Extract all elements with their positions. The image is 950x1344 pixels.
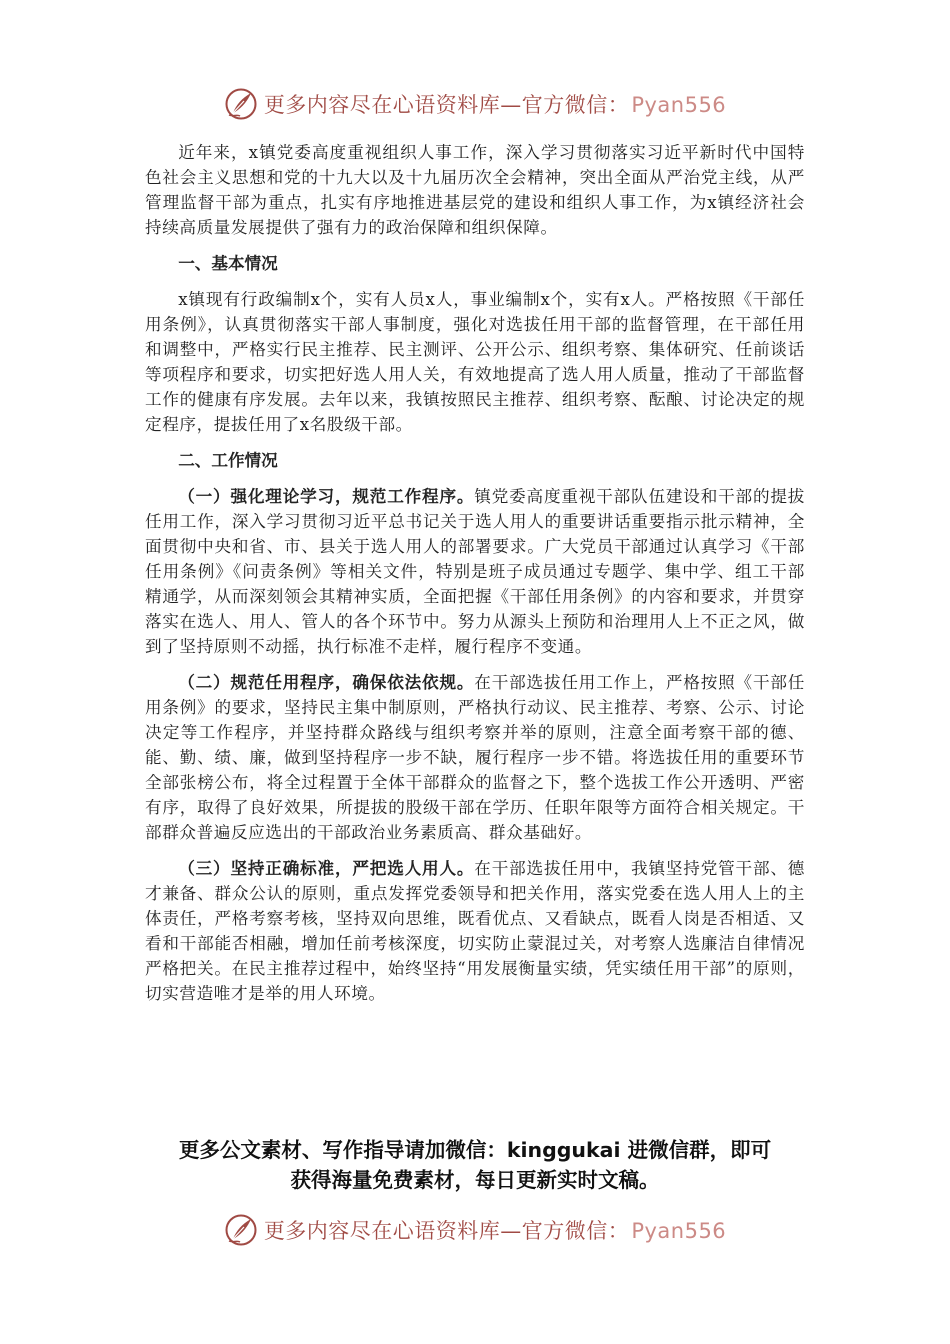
watermark-account: Pyan556 <box>631 93 727 117</box>
document-body <box>145 140 805 1006</box>
item-lead: （一）强化理论学习，规范工作程序。 <box>178 487 475 506</box>
promo-line-2: 获得海量免费素材，每日更新实时文稿。 <box>290 1168 660 1192</box>
item-lead: （二）规范任用程序，确保依法依规。 <box>178 673 475 692</box>
quill-pen-logo-icon <box>224 1213 258 1247</box>
item-lead: （三）坚持正确标准，严把选人用人。 <box>178 859 475 878</box>
promo-text <box>100 1135 850 1195</box>
work-item-paragraph <box>145 484 805 659</box>
watermark-text: 更多内容尽在心语资料库—官方微信：Pyan556 <box>263 93 727 117</box>
item-body: 在干部选拔任用工作上，严格按照《干部任用条例》的要求，坚持民主集中制原则，严格执行动议、民主推荐、考察、公示、讨论决定等工作程序，并坚持群众路线与组织考察并举的原则，注意全面考察干部的德、能、勤、绩、廉，做到坚持程序一步不缺，履行程序一步不错。将选拔任用的重要环节全部张榜公布，将全过程置于全体干部群众的监督之下，整个选拔工作公开透明、严密有序，取得了良好效果，所提拔的股级干部在学历、任职年限等方面符合相关规定。干部群众普遍反应选出的干部政治业务素质高、群众基础好。 <box>145 673 806 842</box>
promo-line-1: 更多公文素材、写作指导请加微信：kinggukai 进微信群，即可 <box>178 1138 772 1162</box>
watermark-account: Pyan556 <box>631 1219 727 1243</box>
intro-paragraph: 近年来，x镇党委高度重视组织人事工作，深入学习贯彻落实习近平新时代中国特色社会主义思想和党的十九大以及十九届历次全会精神，突出全面从严治党主线，从严管理监督干部为重点，扎实有序地推进基层党的建设和组织人事工作，为x镇经济社会持续高质量发展提供了强有力的政治保障和组织保障。 <box>145 143 805 237</box>
watermark-footer <box>0 1208 950 1252</box>
item-body: 在干部选拔任用中，我镇坚持党管干部、德才兼备、群众公认的原则，重点发挥党委领导和把关作用，落实党委在选人用人上的主体责任，严格考察考核，坚持双向思维，既看优点、又看缺点，既看人岗是否相适、又看和干部能否相融，增加任前考核深度，切实防止蒙混过关，对考察人选廉洁自律情况严格把关。在民主推荐过程中，始终坚持“用发展衡量实绩，凭实绩任用干部”的原则，切实营造唯才是举的用人环境。 <box>145 859 806 1003</box>
work-item-paragraph <box>145 670 805 845</box>
section-heading-work: 二、工作情况 <box>178 451 278 470</box>
item-body: 镇党委高度重视干部队伍建设和干部的提拔任用工作，深入学习贯彻习近平总书记关于选人用人的重要讲话重要指示批示精神，全面贯彻中央和省、市、县关于选人用人的部署要求。广大党员干部通过认真学习《干部任用条例》《问责条例》等相关文件，特别是班子成员通过专题学、集中学、组工干部精通学，从而深刻领会其精神实质，全面把握《干部任用条例》的内容和要求，并贯穿落实在选人、用人、管人的各个环节中。努力从源头上预防和治理用人上不正之风，做到了坚持原则不动摇，执行标准不走样，履行程序不变通。 <box>145 487 806 656</box>
watermark-text: 更多内容尽在心语资料库—官方微信：Pyan556 <box>263 1219 727 1243</box>
section-heading-basic: 一、基本情况 <box>178 254 278 273</box>
quill-pen-logo-icon <box>224 87 258 121</box>
watermark-header <box>0 82 950 126</box>
work-item-paragraph <box>145 856 805 1006</box>
basic-situation-paragraph: x镇现有行政编制x个，实有人员x人，事业编制x个，实有x人。严格按照《干部任用条例》，认真贯彻落实干部人事制度，强化对选拔任用干部的监督管理，在干部任用和调整中，严格实行民主推荐、民主测评、公开公示、组织考察、集体研究、任前谈话等项程序和要求，切实把好选人用人关，有效地提高了选人用人质量，推动了干部监督工作的健康有序发展。去年以来，我镇按照民主推荐、组织考察、酝酿、讨论决定的规定程序，提拔任用了x名股级干部。 <box>145 290 805 434</box>
